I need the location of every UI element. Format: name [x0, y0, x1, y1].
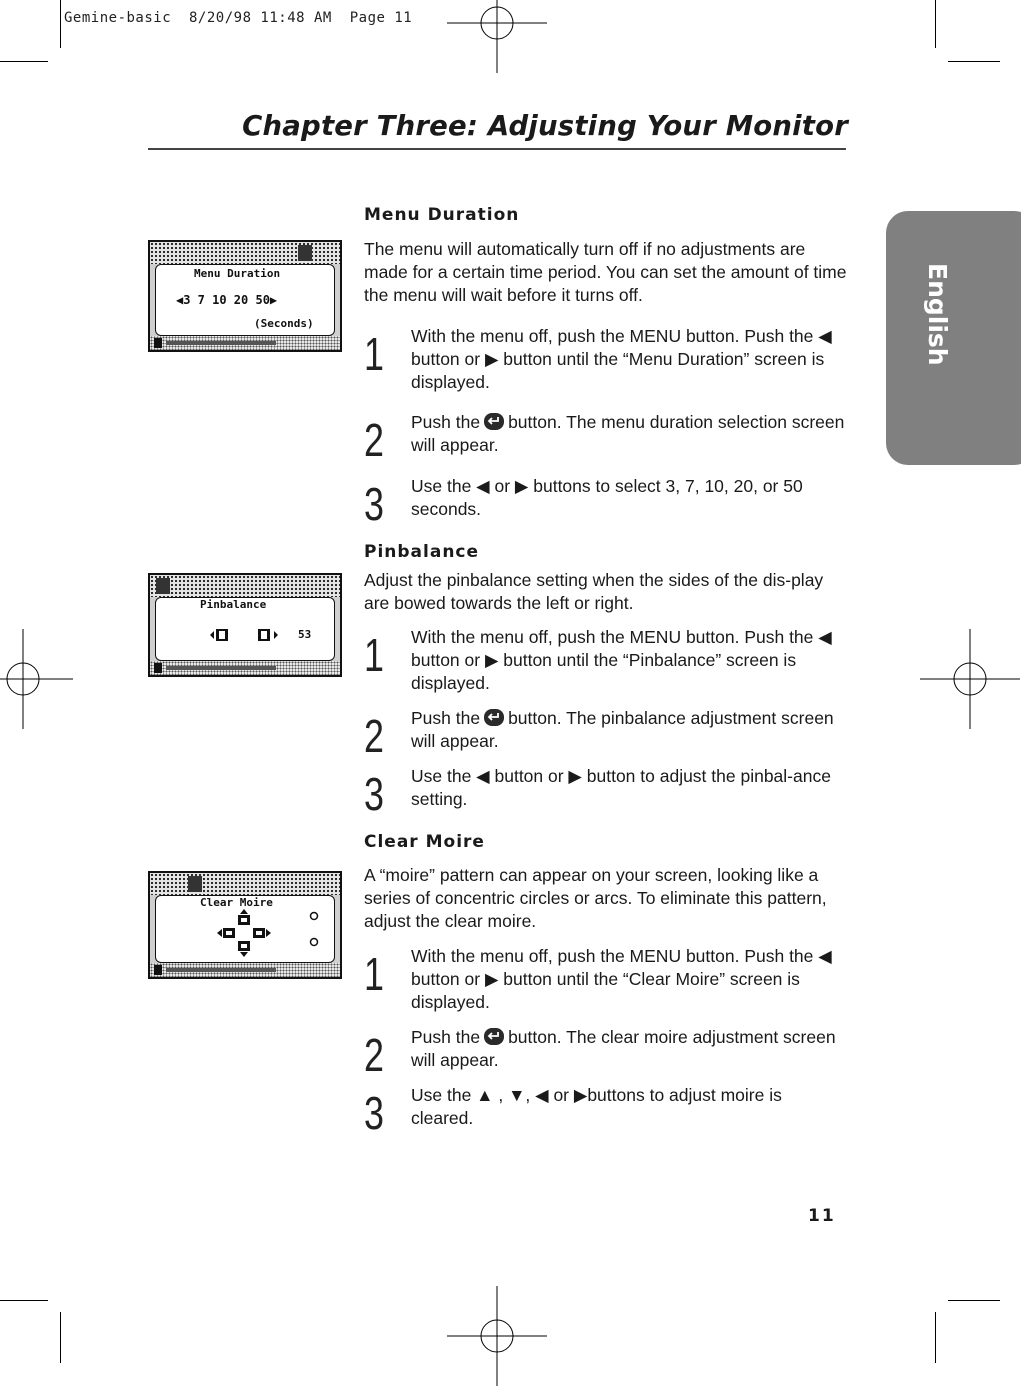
title-rule [148, 148, 846, 150]
step-number: 3 [364, 768, 384, 820]
step-number: 3 [364, 1087, 384, 1139]
step-number: 2 [364, 414, 384, 466]
page-number: 11 [808, 1206, 836, 1226]
osd-icon-bar [150, 242, 340, 264]
osd-title: Clear Moire [200, 896, 273, 909]
crop-mark [60, 0, 61, 48]
pinbalance-step-2 [364, 707, 848, 762]
step-text-after: button. The pinbalance adjustment screen will appear. [411, 708, 834, 751]
osd-screenshot-clear-moire [148, 871, 342, 979]
step-number: 1 [364, 629, 384, 681]
osd-panel [155, 264, 335, 336]
crop-mark [60, 1312, 61, 1363]
pinbalance-step-1 [364, 626, 848, 696]
osd-icon-bar [150, 873, 340, 895]
enter-return-icon [484, 413, 504, 430]
step-text: Use the ◀ button or ▶ button to adjust the pinbal-ance setting. [411, 766, 831, 809]
crop-mark [935, 0, 936, 48]
moire-level-dots-icon [308, 910, 320, 950]
pinbalance-intro: Adjust the pinbalance setting when the sides of the dis-play are bowed towards the left or right. [364, 570, 824, 613]
crop-mark [948, 61, 1000, 62]
menu-duration-step-2 [364, 411, 848, 466]
registration-mark-icon [447, 0, 547, 73]
registration-mark-icon [0, 629, 73, 729]
step-text-after: button. The menu duration selection screen will appear. [411, 412, 845, 455]
osd-unit: (Seconds) [254, 317, 314, 330]
step-text [411, 1026, 847, 1072]
step-number: 2 [364, 1029, 384, 1081]
language-tab-label: English [923, 263, 952, 366]
step-text-before: Push the [411, 1027, 481, 1047]
step-text: With the menu off, push the MENU button. Push the ◀ button or ▶ button until the “Menu Duration” screen is displayed. [411, 326, 832, 392]
pinbalance-step-3 [364, 765, 848, 820]
step-text [411, 411, 847, 457]
osd-screenshot-menu-duration [148, 240, 342, 352]
section-heading-clear-moire: Clear Moire [364, 832, 485, 852]
enter-return-icon [484, 709, 504, 726]
menu-duration-intro: The menu will automatically turn off if no adjustments are made for a certain time period. You can set the amount of time the menu will wait before it turns off. [364, 239, 847, 305]
step-text-after: button. The clear moire adjustment screen will appear. [411, 1027, 836, 1070]
clear-moire-step-3 [364, 1084, 848, 1139]
pinbalance-shape-icons [208, 628, 280, 642]
osd-footer [150, 661, 340, 675]
osd-tab-icon [188, 876, 202, 892]
moire-direction-pad-icon [216, 908, 272, 958]
section-heading-pinbalance: Pinbalance [364, 542, 480, 562]
osd-tab-icon [298, 245, 312, 261]
osd-icon-bar [150, 575, 340, 597]
clear-moire-intro: A “moire” pattern can appear on your screen, looking like a series of concentric circles or arcs. To eliminate this pattern, adjust the clear moire. [364, 865, 827, 931]
step-number: 2 [364, 710, 384, 762]
step-number: 1 [364, 328, 384, 380]
registration-mark-icon [447, 1286, 547, 1386]
osd-screenshot-pinbalance [148, 573, 342, 677]
step-text: With the menu off, push the MENU button. Push the ◀ button or ▶ button until the “Clear Moire” screen is displayed. [411, 946, 832, 1012]
menu-duration-step-3 [364, 475, 848, 530]
step-text: Use the ◀ or ▶ buttons to select 3, 7, 10, 20, or 50 seconds. [411, 476, 803, 519]
step-text-before: Push the [411, 412, 481, 432]
enter-return-icon [484, 1028, 504, 1045]
step-text [411, 707, 847, 753]
language-tab [886, 211, 1021, 465]
clear-moire-step-1 [364, 945, 848, 1015]
print-slug: Gemine-basic 8/20/98 11:48 AM Page 11 [64, 10, 413, 26]
step-number: 1 [364, 948, 384, 1000]
clear-moire-step-2 [364, 1026, 848, 1081]
chapter-title: Chapter Three: Adjusting Your Monitor [242, 110, 848, 142]
osd-panel [155, 895, 335, 963]
step-text: With the menu off, push the MENU button. Push the ◀ button or ▶ button until the “Pinbalance” screen is displayed. [411, 627, 832, 693]
osd-panel [155, 597, 335, 661]
step-text: Use the ▲ , ▼, ◀ or ▶buttons to adjust moire is cleared. [411, 1085, 782, 1128]
osd-values: ◀3 7 10 20 50▶ [176, 293, 278, 307]
crop-mark [948, 1300, 1000, 1301]
osd-title: Menu Duration [194, 267, 281, 280]
osd-tab-icon [156, 578, 170, 594]
section-heading-menu-duration: Menu Duration [364, 205, 520, 225]
registration-mark-icon [920, 629, 1020, 729]
step-text-before: Push the [411, 708, 481, 728]
osd-value: 53 [298, 628, 312, 641]
osd-title: Pinbalance [200, 598, 267, 611]
menu-duration-step-1 [364, 325, 848, 395]
osd-footer [150, 963, 340, 977]
step-number: 3 [364, 478, 384, 530]
crop-mark [0, 61, 48, 62]
osd-footer [150, 336, 340, 350]
crop-mark [0, 1300, 48, 1301]
crop-mark [935, 1312, 936, 1363]
